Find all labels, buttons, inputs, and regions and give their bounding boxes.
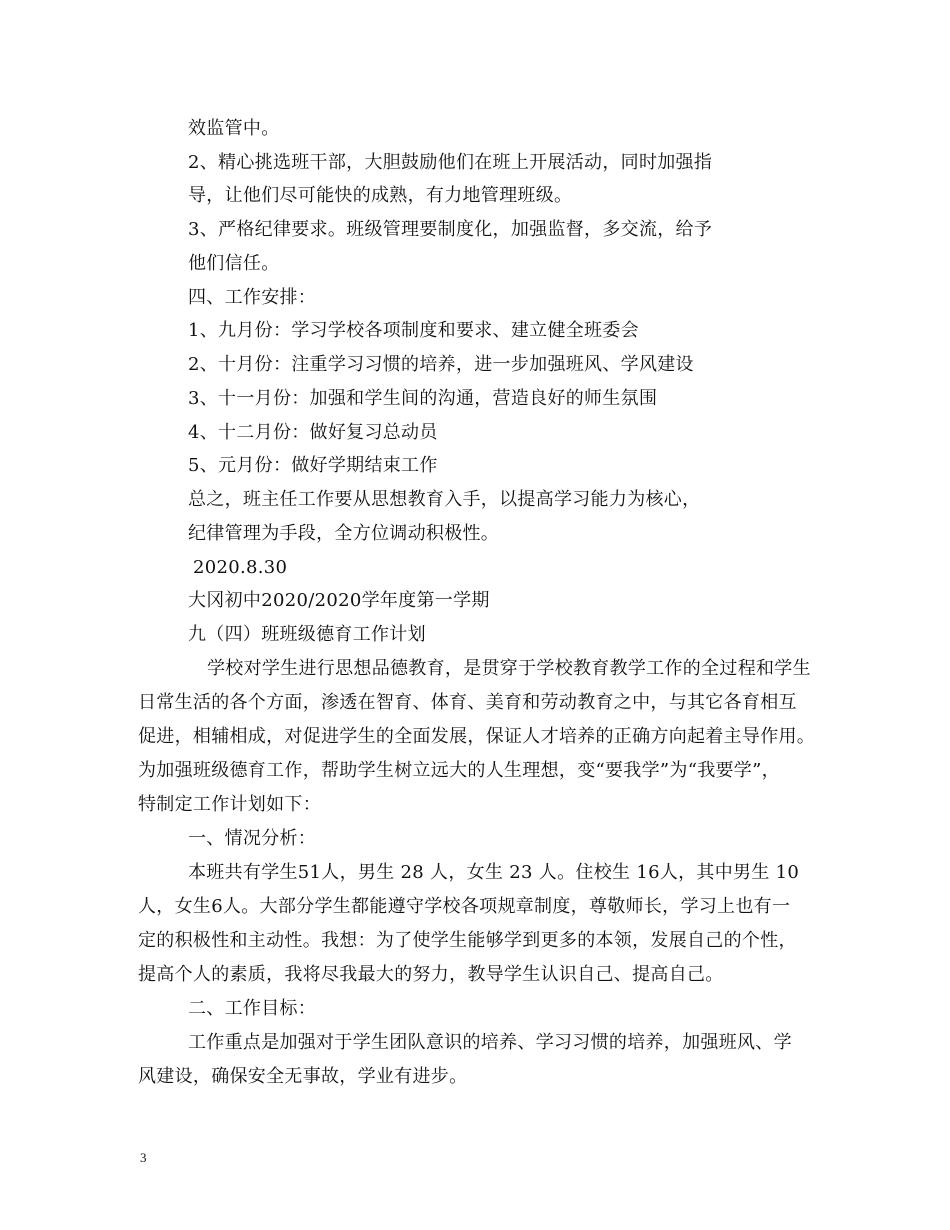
page-number: 3 xyxy=(140,1150,147,1165)
text-line: 3、严格纪律要求。班级管理要制度化，加强监督，多交流，给予 xyxy=(188,219,713,240)
section-heading: 一、情况分析： xyxy=(188,828,317,849)
paragraph-line: 学校对学生进行思想品德教育，是贯穿于学校教育教学工作的全过程和学生 xyxy=(207,658,811,679)
paragraph-line: 为加强班级德育工作，帮助学生树立远大的人生理想，变“要我学”为“我要学”， xyxy=(138,760,780,781)
list-item: 1、九月份：学习学校各项制度和要求、建立健全班委会 xyxy=(188,320,639,341)
list-item: 4、十二月份：做好复习总动员 xyxy=(188,422,438,443)
paragraph-line: 特制定工作计划如下： xyxy=(138,794,321,815)
list-item: 3、十一月份：加强和学生间的沟通，营造良好的师生氛围 xyxy=(188,388,658,409)
paragraph-line: 定的积极性和主动性。我想：为了使学生能够学到更多的本领，发展自己的个性， xyxy=(138,930,797,951)
section-heading: 四、工作安排： xyxy=(188,287,317,308)
text-line: 2、精心挑选班干部，大胆鼓励他们在班上开展活动，同时加强指 xyxy=(188,152,713,173)
document-title-line: 九（四）班班级德育工作计划 xyxy=(188,624,426,645)
list-item: 2、十月份：注重学习习惯的培养，进一步加强班风、学风建设 xyxy=(188,354,694,375)
paragraph-line: 风建设，确保安全无事故，学业有进步。 xyxy=(138,1066,468,1087)
text-line: 他们信任。 xyxy=(188,253,280,274)
text-line: 总之，班主任工作要从思想教育入手，以提高学习能力为核心， xyxy=(188,489,701,510)
text-line: 纪律管理为手段，全方位调动积极性。 xyxy=(188,523,500,544)
paragraph-line: 促进，相辅相成，对促进学生的全面发展，保证人才培养的正确方向起着主导作用。 xyxy=(138,726,816,747)
paragraph-line: 本班共有学生51人，男生 28 人，女生 23 人。住校生 16人，其中男生 10 xyxy=(188,862,800,883)
paragraph-line: 日常生活的各个方面，渗透在智育、体育、美育和劳动教育之中，与其它各育相互 xyxy=(138,692,797,713)
date-line: 2020.8.30 xyxy=(193,557,288,578)
document-title-line: 大冈初中2020/2020学年度第一学期 xyxy=(188,590,490,611)
text-line: 效监管中。 xyxy=(188,118,280,139)
section-heading: 二、工作目标： xyxy=(188,998,317,1019)
paragraph-line: 提高个人的素质，我将尽我最大的努力，教导学生认识自己、提高自己。 xyxy=(138,964,724,985)
text-line: 导，让他们尽可能快的成熟，有力地管理班级。 xyxy=(188,185,573,206)
paragraph-line: 人，女生6人。大部分学生都能遵守学校各项规章制度，尊敬师长，学习上也有一 xyxy=(138,896,791,917)
list-item: 5、元月份：做好学期结束工作 xyxy=(188,455,438,476)
paragraph-line: 工作重点是加强对于学生团队意识的培养、学习习惯的培养，加强班风、学 xyxy=(188,1032,792,1053)
